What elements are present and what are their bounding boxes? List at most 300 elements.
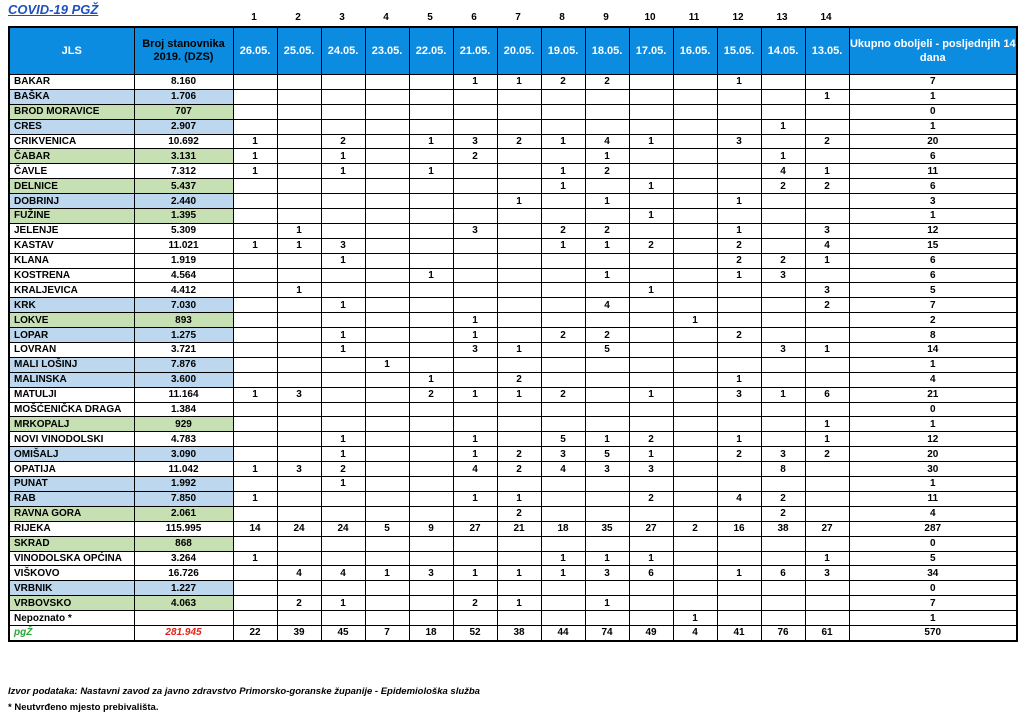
day-count: 3 xyxy=(277,462,321,477)
day-count xyxy=(673,491,717,506)
day-count xyxy=(717,164,761,179)
day-count xyxy=(761,223,805,238)
day-count xyxy=(541,149,585,164)
day-count xyxy=(497,298,541,313)
day-count xyxy=(233,596,277,611)
day-count xyxy=(761,551,805,566)
population-value: 1.227 xyxy=(134,581,233,596)
day-count xyxy=(761,75,805,90)
day-count: 1 xyxy=(805,253,849,268)
day-count: 21 xyxy=(497,521,541,536)
table-row xyxy=(9,283,1017,298)
day-count xyxy=(365,581,409,596)
day-count: 1 xyxy=(629,551,673,566)
day-count xyxy=(761,313,805,328)
day-count: 5 xyxy=(541,432,585,447)
day-count xyxy=(277,491,321,506)
day-count xyxy=(585,536,629,551)
day-count xyxy=(233,343,277,358)
day-count: 14 xyxy=(233,521,277,536)
day-count: 4 xyxy=(541,462,585,477)
day-count: 1 xyxy=(321,298,365,313)
day-count xyxy=(233,417,277,432)
municipality-name: ČAVLE xyxy=(9,164,134,179)
day-count xyxy=(629,149,673,164)
row-total: 1 xyxy=(849,611,1017,626)
day-count: 1 xyxy=(541,551,585,566)
day-number: 10 xyxy=(644,11,656,23)
day-count xyxy=(805,581,849,596)
page-title: COVID-19 PGŽ xyxy=(8,2,99,17)
day-count xyxy=(805,477,849,492)
day-count: 1 xyxy=(541,179,585,194)
day-count xyxy=(321,223,365,238)
day-count: 1 xyxy=(629,447,673,462)
municipality-name: KRALJEVICA xyxy=(9,283,134,298)
day-count xyxy=(805,536,849,551)
day-count: 2 xyxy=(805,179,849,194)
day-count xyxy=(541,357,585,372)
day-count: 3 xyxy=(453,343,497,358)
table-row xyxy=(9,209,1017,224)
day-count xyxy=(497,328,541,343)
day-count: 1 xyxy=(453,75,497,90)
population-value: 1.706 xyxy=(134,89,233,104)
day-count xyxy=(805,357,849,372)
day-count xyxy=(233,506,277,521)
day-count xyxy=(365,298,409,313)
population-value: 1.992 xyxy=(134,477,233,492)
totals-population: 281.945 xyxy=(134,625,233,640)
day-count xyxy=(233,581,277,596)
municipality-name: RAVNA GORA xyxy=(9,506,134,521)
day-count: 3 xyxy=(409,566,453,581)
day-count: 1 xyxy=(717,372,761,387)
day-count xyxy=(365,551,409,566)
day-count xyxy=(805,75,849,90)
day-count: 1 xyxy=(497,566,541,581)
day-count xyxy=(629,298,673,313)
totals-day-count: 76 xyxy=(761,625,805,640)
day-count: 5 xyxy=(585,343,629,358)
day-count: 5 xyxy=(365,521,409,536)
day-count xyxy=(453,253,497,268)
day-count xyxy=(761,134,805,149)
day-count xyxy=(321,581,365,596)
day-count xyxy=(761,372,805,387)
population-value: 3.600 xyxy=(134,372,233,387)
day-count xyxy=(673,506,717,521)
day-count xyxy=(365,372,409,387)
header-total: Ukupno oboljeli - posljednjih 14 dana xyxy=(849,27,1017,75)
day-count xyxy=(321,268,365,283)
day-count: 6 xyxy=(761,566,805,581)
day-count xyxy=(673,387,717,402)
day-count: 2 xyxy=(321,462,365,477)
day-count xyxy=(761,328,805,343)
day-count: 24 xyxy=(321,521,365,536)
municipality-name: RIJEKA xyxy=(9,521,134,536)
day-count xyxy=(233,209,277,224)
day-count: 2 xyxy=(497,134,541,149)
day-count xyxy=(629,506,673,521)
day-count xyxy=(365,209,409,224)
day-count xyxy=(805,402,849,417)
day-count xyxy=(233,313,277,328)
day-count xyxy=(717,581,761,596)
day-count: 3 xyxy=(321,238,365,253)
municipality-name: MALI LOŠINJ xyxy=(9,357,134,372)
day-count xyxy=(409,417,453,432)
day-count xyxy=(629,104,673,119)
day-count xyxy=(409,298,453,313)
day-count xyxy=(365,432,409,447)
day-count xyxy=(761,104,805,119)
day-count xyxy=(805,491,849,506)
table-row xyxy=(9,536,1017,551)
day-count xyxy=(277,298,321,313)
municipality-name: VINODOLSKA OPĆINA xyxy=(9,551,134,566)
totals-day-count: 49 xyxy=(629,625,673,640)
day-count: 1 xyxy=(321,477,365,492)
header-date: 14.05. xyxy=(761,27,805,75)
row-total: 14 xyxy=(849,343,1017,358)
day-count xyxy=(453,89,497,104)
day-count: 1 xyxy=(321,447,365,462)
municipality-name: BAKAR xyxy=(9,75,134,90)
table-row xyxy=(9,238,1017,253)
day-count xyxy=(673,581,717,596)
population-value: 4.783 xyxy=(134,432,233,447)
day-count xyxy=(277,134,321,149)
day-count xyxy=(497,149,541,164)
day-count xyxy=(497,313,541,328)
municipality-name: VRBNIK xyxy=(9,581,134,596)
day-count xyxy=(453,164,497,179)
day-count: 2 xyxy=(321,134,365,149)
day-count: 2 xyxy=(673,521,717,536)
table-row xyxy=(9,328,1017,343)
row-total: 1 xyxy=(849,209,1017,224)
day-count xyxy=(805,462,849,477)
day-count xyxy=(497,89,541,104)
day-count xyxy=(673,372,717,387)
day-count xyxy=(365,343,409,358)
day-count: 1 xyxy=(409,134,453,149)
table-row xyxy=(9,596,1017,611)
day-count xyxy=(277,89,321,104)
day-count: 2 xyxy=(453,596,497,611)
row-total: 2 xyxy=(849,313,1017,328)
day-number: 7 xyxy=(515,11,521,23)
day-count xyxy=(805,194,849,209)
day-count: 1 xyxy=(717,223,761,238)
row-total: 11 xyxy=(849,491,1017,506)
day-count xyxy=(717,417,761,432)
day-count xyxy=(629,357,673,372)
municipality-name: BROD MORAVICE xyxy=(9,104,134,119)
day-count: 2 xyxy=(541,223,585,238)
day-count xyxy=(717,149,761,164)
totals-day-count: 45 xyxy=(321,625,365,640)
day-count xyxy=(673,328,717,343)
day-count xyxy=(277,551,321,566)
day-count xyxy=(365,402,409,417)
day-count xyxy=(717,551,761,566)
population-value: 4.412 xyxy=(134,283,233,298)
table-row xyxy=(9,313,1017,328)
day-count xyxy=(673,253,717,268)
day-count xyxy=(761,283,805,298)
day-count xyxy=(629,89,673,104)
day-count: 38 xyxy=(761,521,805,536)
day-count xyxy=(673,357,717,372)
day-count xyxy=(629,596,673,611)
day-count: 3 xyxy=(805,223,849,238)
day-count: 2 xyxy=(717,328,761,343)
day-number: 8 xyxy=(559,11,565,23)
table-row xyxy=(9,551,1017,566)
day-count xyxy=(497,402,541,417)
day-count xyxy=(453,194,497,209)
day-count xyxy=(629,417,673,432)
day-count xyxy=(277,179,321,194)
day-count xyxy=(277,75,321,90)
totals-day-count: 18 xyxy=(409,625,453,640)
table-row xyxy=(9,298,1017,313)
day-count: 1 xyxy=(277,283,321,298)
day-count xyxy=(409,477,453,492)
day-count xyxy=(541,417,585,432)
day-count xyxy=(453,551,497,566)
day-count xyxy=(629,581,673,596)
population-value: 115.995 xyxy=(134,521,233,536)
day-count xyxy=(365,119,409,134)
municipality-name: KOSTRENA xyxy=(9,268,134,283)
totals-day-count: 39 xyxy=(277,625,321,640)
day-count xyxy=(277,313,321,328)
day-count: 4 xyxy=(453,462,497,477)
header-date: 20.05. xyxy=(497,27,541,75)
day-count xyxy=(365,387,409,402)
table-row xyxy=(9,611,1017,626)
day-count xyxy=(805,611,849,626)
day-count xyxy=(497,223,541,238)
day-count xyxy=(365,223,409,238)
population-value: 8.160 xyxy=(134,75,233,90)
day-count xyxy=(717,209,761,224)
municipality-name: OMIŠALJ xyxy=(9,447,134,462)
day-count xyxy=(365,194,409,209)
totals-day-count: 61 xyxy=(805,625,849,640)
day-count xyxy=(365,283,409,298)
totals-row xyxy=(9,625,1017,640)
day-count xyxy=(409,343,453,358)
table-row xyxy=(9,89,1017,104)
day-count xyxy=(761,209,805,224)
day-count xyxy=(409,536,453,551)
day-count xyxy=(761,611,805,626)
day-count xyxy=(805,209,849,224)
day-number: 5 xyxy=(427,11,433,23)
day-count xyxy=(585,581,629,596)
day-count xyxy=(321,372,365,387)
day-count xyxy=(277,447,321,462)
day-count: 3 xyxy=(717,134,761,149)
day-count xyxy=(673,283,717,298)
day-count xyxy=(409,611,453,626)
totals-day-count: 74 xyxy=(585,625,629,640)
day-count xyxy=(497,536,541,551)
population-value: 1.275 xyxy=(134,328,233,343)
day-count: 1 xyxy=(541,566,585,581)
row-total: 11 xyxy=(849,164,1017,179)
population-value: 10.692 xyxy=(134,134,233,149)
row-total: 6 xyxy=(849,268,1017,283)
day-count xyxy=(541,581,585,596)
day-count: 3 xyxy=(453,223,497,238)
day-count: 8 xyxy=(761,462,805,477)
day-count: 2 xyxy=(761,253,805,268)
day-count xyxy=(497,179,541,194)
population-value: 4.063 xyxy=(134,596,233,611)
day-count xyxy=(805,372,849,387)
day-count xyxy=(497,417,541,432)
day-count xyxy=(277,372,321,387)
day-count: 1 xyxy=(585,551,629,566)
day-count xyxy=(673,462,717,477)
day-count xyxy=(673,536,717,551)
day-count xyxy=(629,536,673,551)
table-row xyxy=(9,462,1017,477)
day-count xyxy=(365,164,409,179)
day-count xyxy=(233,477,277,492)
day-count xyxy=(761,194,805,209)
day-count xyxy=(409,432,453,447)
day-count xyxy=(409,462,453,477)
day-count xyxy=(629,313,673,328)
population-value: 7.312 xyxy=(134,164,233,179)
day-count: 1 xyxy=(673,611,717,626)
day-count xyxy=(717,477,761,492)
population-value: 3.131 xyxy=(134,149,233,164)
day-count xyxy=(453,119,497,134)
day-count xyxy=(409,357,453,372)
day-count xyxy=(453,611,497,626)
population-value: 2.061 xyxy=(134,506,233,521)
day-count: 2 xyxy=(585,328,629,343)
day-count xyxy=(233,89,277,104)
table-row xyxy=(9,387,1017,402)
table-row xyxy=(9,149,1017,164)
day-count: 2 xyxy=(585,223,629,238)
population-value: 1.919 xyxy=(134,253,233,268)
day-count xyxy=(497,119,541,134)
day-count xyxy=(585,119,629,134)
day-count: 2 xyxy=(805,447,849,462)
day-count xyxy=(453,536,497,551)
day-count xyxy=(585,402,629,417)
day-count: 3 xyxy=(629,462,673,477)
day-count: 1 xyxy=(453,447,497,462)
totals-day-count: 22 xyxy=(233,625,277,640)
day-count xyxy=(717,506,761,521)
day-count xyxy=(453,372,497,387)
day-count xyxy=(321,194,365,209)
totals-day-count: 52 xyxy=(453,625,497,640)
day-count xyxy=(453,506,497,521)
day-count: 1 xyxy=(453,566,497,581)
municipality-name: RAB xyxy=(9,491,134,506)
day-count xyxy=(409,104,453,119)
day-number: 3 xyxy=(339,11,345,23)
day-count xyxy=(585,357,629,372)
day-count: 1 xyxy=(761,149,805,164)
day-count xyxy=(673,596,717,611)
day-count: 2 xyxy=(497,506,541,521)
day-count: 1 xyxy=(233,462,277,477)
day-count: 1 xyxy=(585,194,629,209)
row-total: 0 xyxy=(849,536,1017,551)
day-count xyxy=(541,506,585,521)
day-count: 1 xyxy=(805,417,849,432)
table-row xyxy=(9,164,1017,179)
day-count xyxy=(761,357,805,372)
day-count xyxy=(673,119,717,134)
day-count xyxy=(717,313,761,328)
header-date: 16.05. xyxy=(673,27,717,75)
day-count xyxy=(277,209,321,224)
population-value xyxy=(134,611,233,626)
day-number: 1 xyxy=(251,11,257,23)
day-count: 1 xyxy=(233,134,277,149)
day-count: 4 xyxy=(761,164,805,179)
day-count xyxy=(717,89,761,104)
row-total: 20 xyxy=(849,134,1017,149)
table-row xyxy=(9,477,1017,492)
day-count: 1 xyxy=(585,268,629,283)
day-count: 3 xyxy=(805,566,849,581)
table-row xyxy=(9,75,1017,90)
day-count xyxy=(365,596,409,611)
day-count: 1 xyxy=(805,164,849,179)
day-count xyxy=(585,209,629,224)
day-count xyxy=(497,209,541,224)
row-total: 1 xyxy=(849,119,1017,134)
day-count xyxy=(233,402,277,417)
day-number: 13 xyxy=(776,11,788,23)
day-count xyxy=(365,611,409,626)
row-total: 12 xyxy=(849,432,1017,447)
header-date: 24.05. xyxy=(321,27,365,75)
day-count: 2 xyxy=(761,491,805,506)
day-count: 1 xyxy=(321,149,365,164)
header-date: 18.05. xyxy=(585,27,629,75)
day-count xyxy=(761,298,805,313)
municipality-name: VRBOVSKO xyxy=(9,596,134,611)
day-count xyxy=(409,551,453,566)
day-count: 1 xyxy=(497,596,541,611)
day-count xyxy=(805,104,849,119)
day-count xyxy=(365,134,409,149)
day-count: 1 xyxy=(585,596,629,611)
day-count xyxy=(497,253,541,268)
day-count xyxy=(585,417,629,432)
day-count: 1 xyxy=(629,283,673,298)
day-count xyxy=(365,328,409,343)
day-count xyxy=(321,179,365,194)
row-total: 1 xyxy=(849,89,1017,104)
